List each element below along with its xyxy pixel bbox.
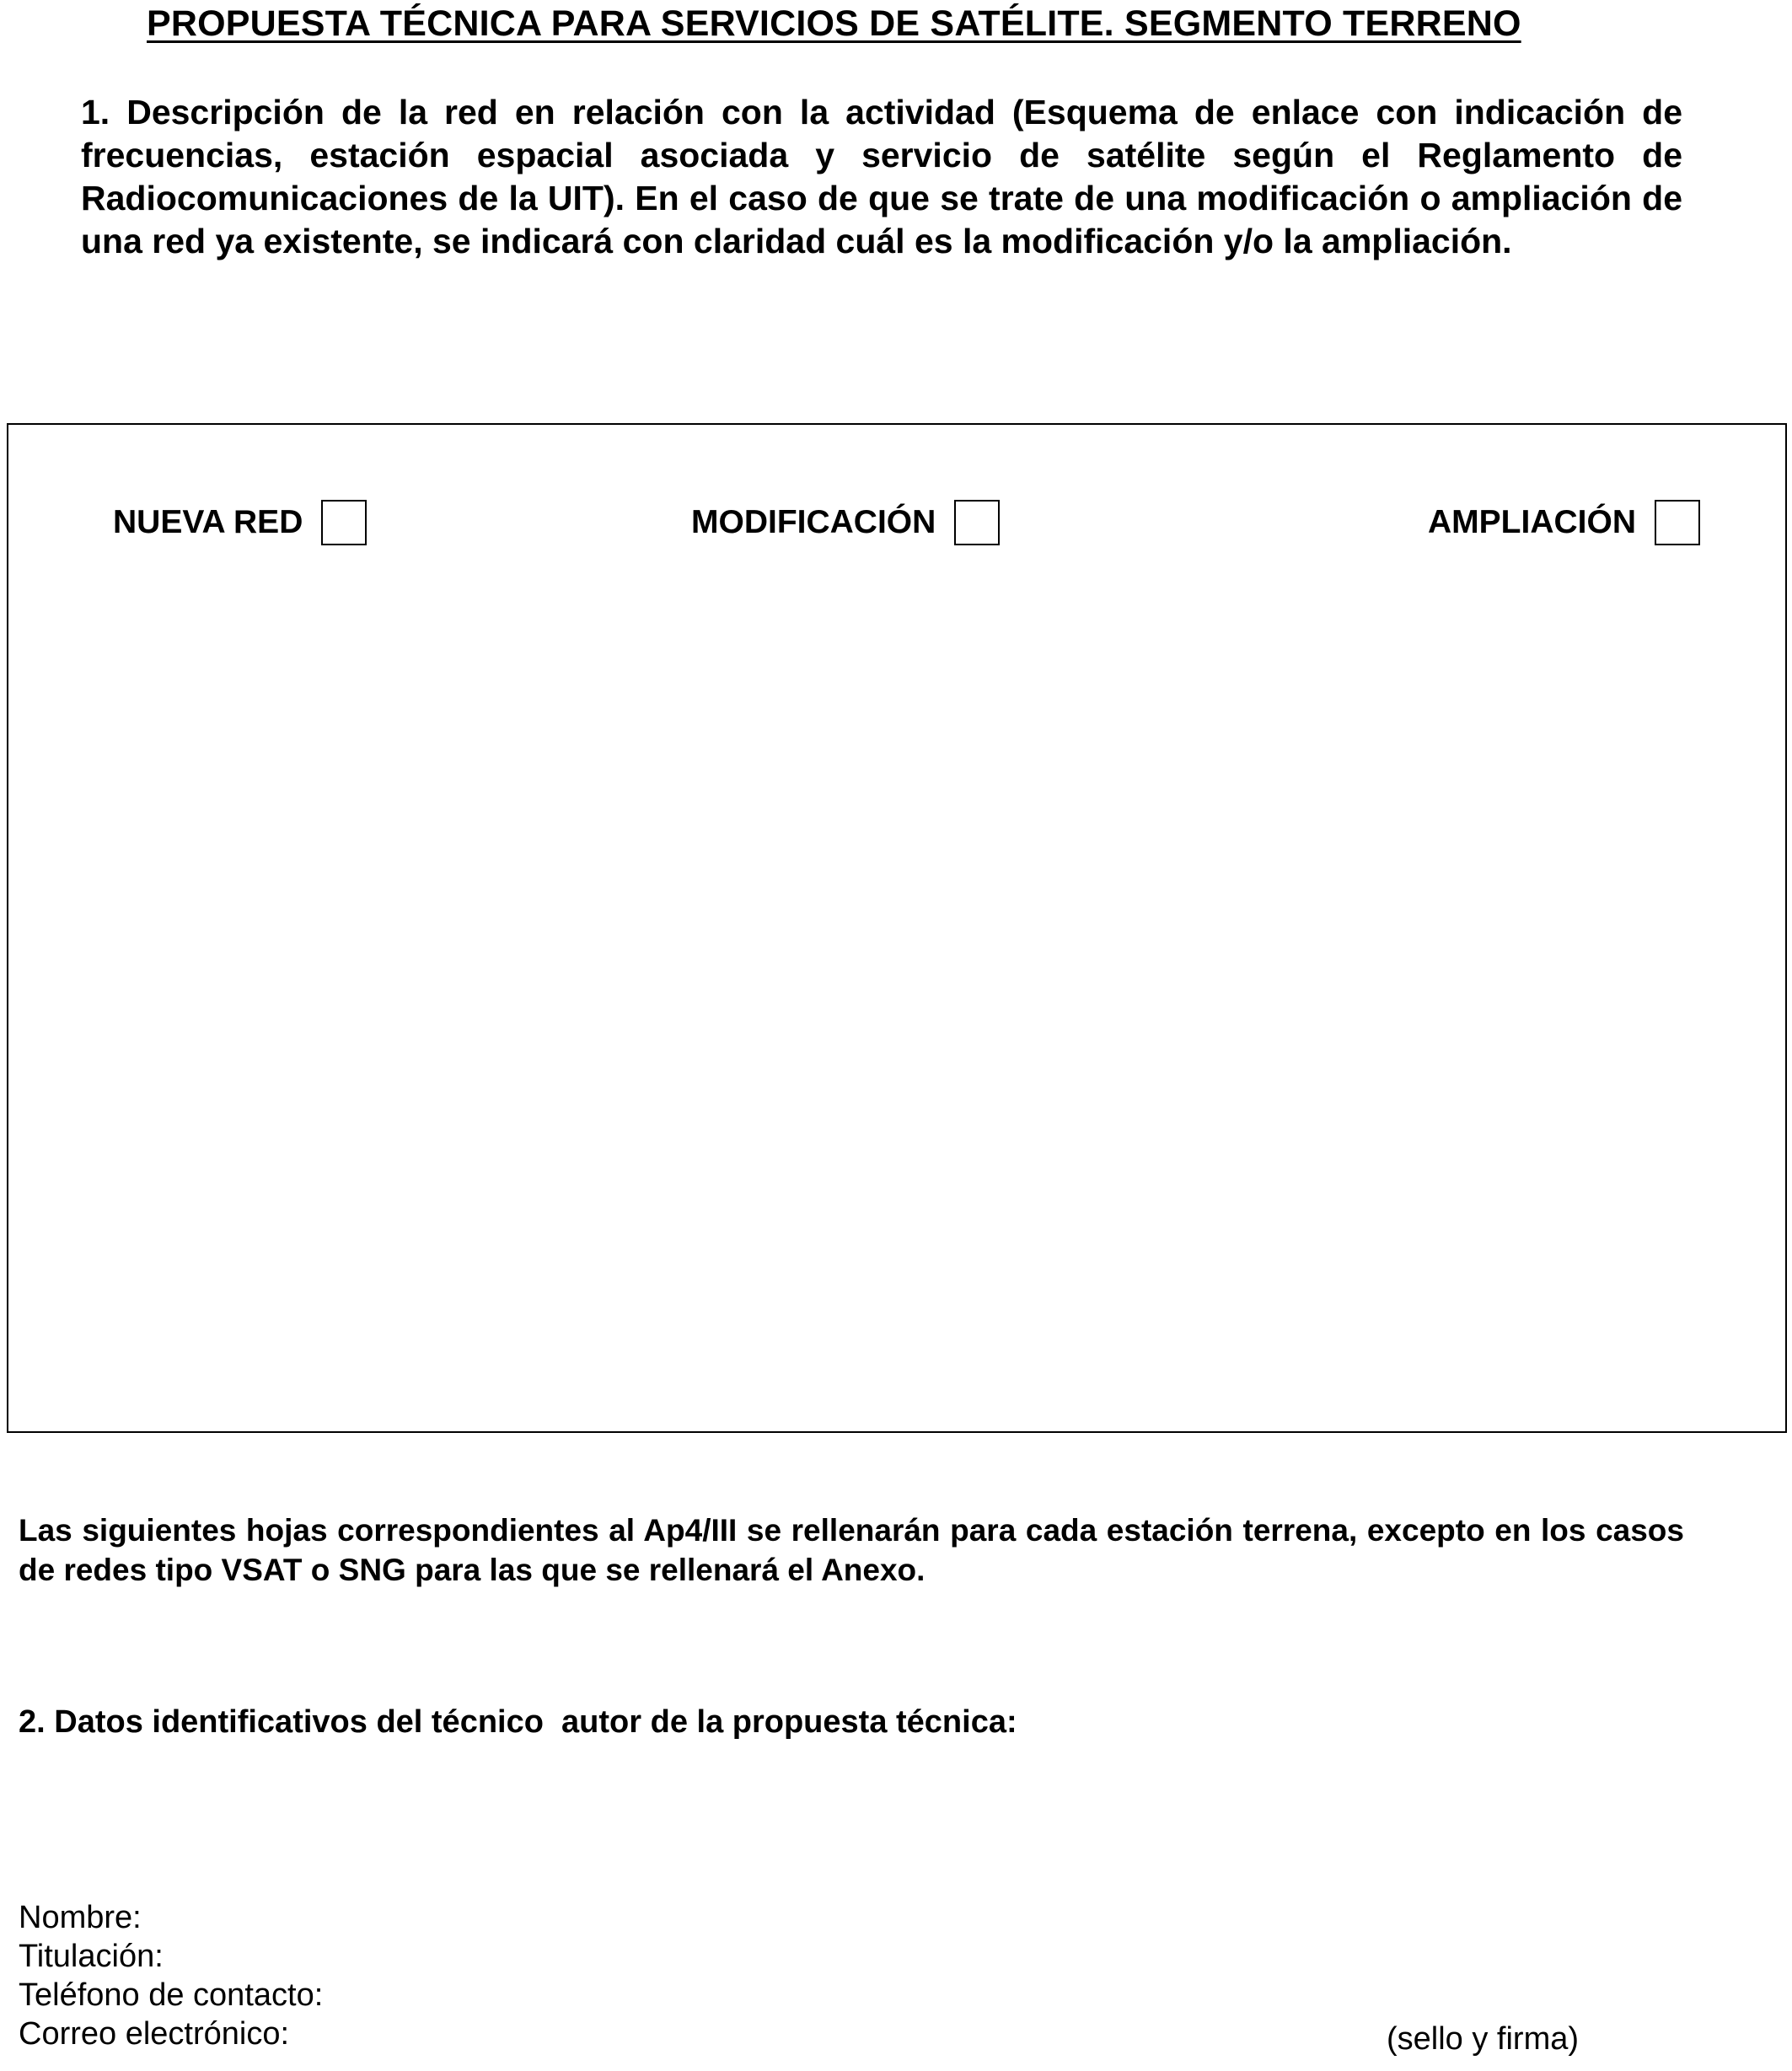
technician-fields	[19, 1898, 323, 2053]
titulacion-field-label: Titulación:	[19, 1939, 164, 1974]
ampliacion-checkbox[interactable]	[1655, 500, 1700, 545]
stamp-signature-label: (sello y firma)	[1387, 2021, 1580, 2057]
nombre-field-label: Nombre:	[19, 1900, 142, 1935]
correo-field-label: Correo electrónico:	[19, 2016, 290, 2052]
nueva-red-checkbox[interactable]	[321, 500, 367, 545]
option-nueva-red	[113, 497, 367, 548]
section-2-heading: 2. Datos identificativos del técnico autor de la propuesta técnica:	[19, 1704, 1017, 1740]
option-nueva-red-label: NUEVA RED	[113, 504, 303, 540]
option-modificacion-label: MODIFICACIÓN	[691, 504, 936, 540]
section-1-description: 1. Descripción de la red en relación con la actividad (Esquema de enlace con indicación de frecuencias, estación espacial asociada y servicio de satélite según el Reglamento de Radiocomunicaciones de la UIT). En el caso de que se trate de una modificación o ampliación de una red ya existente, se indicará con claridad cuál es la modificación y/o la ampliación.	[81, 93, 1682, 260]
option-ampliacion	[1428, 497, 1700, 548]
network-description-box[interactable]	[7, 423, 1787, 1433]
modificacion-checkbox[interactable]	[954, 500, 1000, 545]
page-title: PROPUESTA TÉCNICA PARA SERVICIOS DE SATÉLITE. SEGMENTO TERRENO	[147, 3, 1521, 44]
instructions-note: Las siguientes hojas correspondientes al Ap4/III se rellenarán para cada estación terrena, excepto en los casos de redes tipo VSAT o SNG para las que se rellenará el Anexo.	[19, 1513, 1684, 1587]
option-modificacion	[691, 497, 1000, 548]
option-ampliacion-label: AMPLIACIÓN	[1428, 504, 1636, 540]
telefono-field-label: Teléfono de contacto:	[19, 1977, 324, 2013]
